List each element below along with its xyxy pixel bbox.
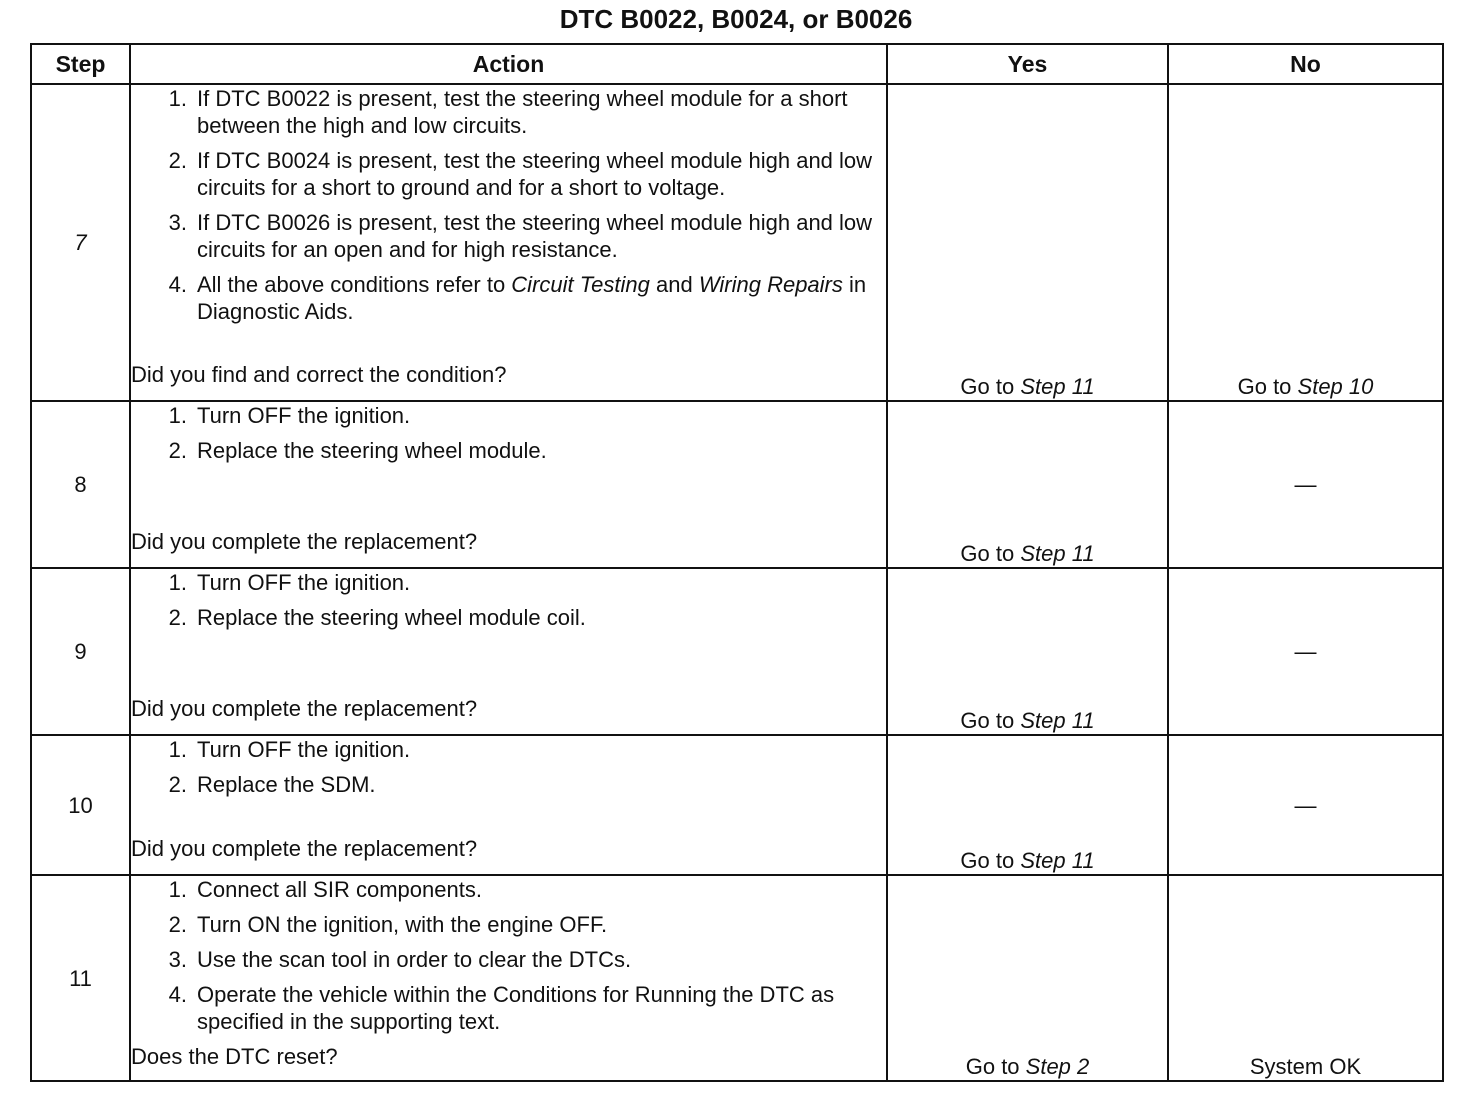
action-item: 2. Replace the SDM. <box>168 772 376 797</box>
page-title: DTC B0022, B0024, or B0026 <box>559 4 913 34</box>
action-cell <box>130 735 887 875</box>
action-list <box>131 736 886 806</box>
table-row-step-11 <box>31 875 1443 1081</box>
action-question: Did you complete the replacement? <box>131 836 478 861</box>
no-cell: Go to Step 10 <box>1168 84 1443 401</box>
reference-circuit-testing: Circuit Testing <box>511 272 650 297</box>
action-item: 2. Replace the steering wheel module. <box>168 438 547 463</box>
action-item: 2. Replace the steering wheel module coil. <box>168 605 586 630</box>
action-item: 1. Turn OFF the ignition. <box>168 403 411 428</box>
action-item: 3. If DTC B0026 is present, test the steering wheel module high and low circuits for an open and for high resistance. <box>168 210 873 262</box>
yes-step-link: Step 11 <box>1020 708 1095 733</box>
header-row <box>31 44 1443 84</box>
step-number: 10 <box>31 735 130 875</box>
no-cell: — <box>1168 735 1443 875</box>
action-list <box>131 569 886 639</box>
action-item: 2. Turn ON the ignition, with the engine OFF. <box>168 912 608 937</box>
yes-cell: Go to Step 11 <box>887 735 1168 875</box>
yes-step-link: Step 2 <box>1025 1054 1090 1079</box>
action-item: 1. Turn OFF the ignition. <box>168 570 411 595</box>
no-step-link: Step 10 <box>1297 374 1374 399</box>
action-question: Did you complete the replacement? <box>131 696 478 721</box>
yes-step-link: Step 11 <box>1020 848 1095 873</box>
no-cell: — <box>1168 568 1443 735</box>
action-cell <box>130 875 887 1081</box>
yes-cell: Go to Step 11 <box>887 84 1168 401</box>
yes-step-link: Step 11 <box>1020 374 1095 399</box>
step-number: 11 <box>31 875 130 1081</box>
table-row-step-10 <box>31 735 1443 875</box>
action-item: 2. If DTC B0024 is present, test the steering wheel module high and low circuits for a short to ground and for a short to voltage. <box>168 148 873 200</box>
yes-step-link: Step 11 <box>1020 541 1095 566</box>
yes-header: Yes <box>887 44 1168 84</box>
action-question: Did you find and correct the condition? <box>131 362 507 387</box>
step-number: 8 <box>31 401 130 568</box>
yes-cell: Go to Step 11 <box>887 401 1168 568</box>
table-row-step-8 <box>31 401 1443 568</box>
action-cell <box>130 401 887 568</box>
action-item: 3. Use the scan tool in order to clear the DTCs. <box>168 947 632 972</box>
no-cell: — <box>1168 401 1443 568</box>
action-list <box>131 876 886 1043</box>
action-header: Action <box>130 44 887 84</box>
yes-cell: Go to Step 11 <box>887 568 1168 735</box>
no-cell: System OK <box>1168 875 1443 1081</box>
action-list <box>131 402 886 472</box>
step-header: Step <box>31 44 130 84</box>
action-question: Did you complete the replacement? <box>131 529 478 554</box>
action-item: 1. If DTC B0022 is present, test the steering wheel module for a short between the high and low circuits. <box>168 86 848 138</box>
action-item: 1. Turn OFF the ignition. <box>168 737 411 762</box>
action-item: 1. Connect all SIR components. <box>168 877 482 902</box>
action-cell <box>130 568 887 735</box>
table-row-step-9 <box>31 568 1443 735</box>
step-number: 7 <box>31 84 130 401</box>
step-number: 9 <box>31 568 130 735</box>
reference-wiring-repairs: Wiring Repairs <box>698 272 843 297</box>
action-cell <box>130 84 887 401</box>
action-list <box>131 85 886 333</box>
action-item: 4. All the above conditions refer to Circuit Testing and Wiring Repairs in Diagnostic Aids. <box>168 272 867 324</box>
diagnostic-table <box>30 43 1444 1082</box>
action-question: Does the DTC reset? <box>131 1044 338 1069</box>
action-item: 4. Operate the vehicle within the Conditions for Running the DTC as specified in the supporting text. <box>168 982 835 1034</box>
no-header: No <box>1168 44 1443 84</box>
table-row-step-7 <box>31 84 1443 401</box>
yes-cell: Go to Step 2 <box>887 875 1168 1081</box>
